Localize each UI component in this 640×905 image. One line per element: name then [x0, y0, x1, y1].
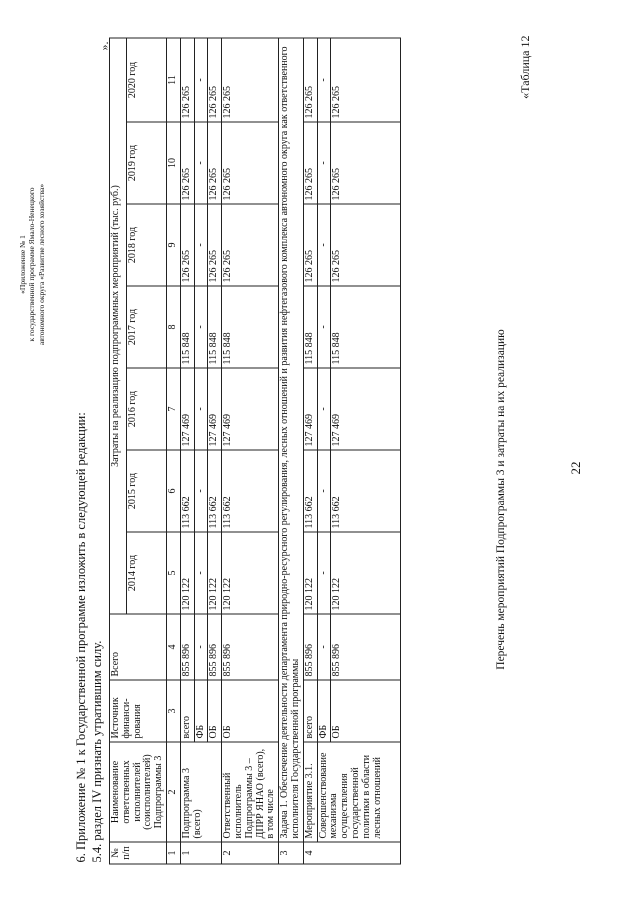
source-cell: всего — [180, 680, 194, 742]
value-cell: - — [194, 450, 208, 532]
header-year: 2014 год — [126, 532, 166, 614]
value-cell: - — [194, 286, 208, 368]
value-cell: 126 265 — [208, 122, 222, 204]
value-cell: 126 265 — [303, 38, 317, 122]
value-cell: - — [317, 614, 331, 680]
value-cell: 126 265 — [208, 38, 222, 122]
header-name: Наименование ответственных исполнителей (соисполнителей) Подпрограммы 3 — [110, 742, 167, 842]
col-number: 2 — [166, 742, 180, 842]
value-cell: 126 265 — [180, 38, 194, 122]
value-cell: - — [317, 532, 331, 614]
appendix-line: к государственной программе Ямало-Ненецкого — [27, 187, 37, 342]
col-number: 10 — [166, 122, 180, 204]
source-cell: ФБ — [194, 680, 208, 742]
value-cell: 126 265 — [303, 204, 317, 286]
value-cell: 126 265 — [208, 204, 222, 286]
appendix-line: «Приложение № 1 — [18, 235, 27, 294]
value-cell: - — [194, 122, 208, 204]
col-number: 4 — [166, 614, 180, 680]
value-cell: 126 265 — [331, 38, 401, 122]
table-row — [194, 38, 208, 864]
value-cell: 855 896 — [303, 614, 317, 680]
value-cell: 120 122 — [303, 532, 317, 614]
value-cell: - — [317, 450, 331, 532]
table-label: «Таблица 12 — [518, 35, 532, 99]
value-cell: 126 265 — [331, 204, 401, 286]
value-cell: 115 848 — [208, 286, 222, 368]
costs-table — [109, 37, 401, 864]
value-cell: 126 265 — [180, 122, 194, 204]
header-year: 2020 год — [126, 38, 166, 122]
row-number: 2 — [222, 842, 279, 864]
value-cell: 120 122 — [180, 532, 194, 614]
value-cell: - — [194, 614, 208, 680]
table-row — [180, 38, 194, 864]
paragraph-5-4: 5.4. раздел IV признать утратившим силу. — [90, 640, 104, 863]
value-cell: 855 896 — [331, 614, 401, 680]
page-number: 22 — [568, 461, 583, 475]
table-row — [331, 38, 401, 864]
value-cell: 115 848 — [222, 286, 279, 368]
header-num: № п/п — [110, 842, 167, 864]
value-cell: 127 469 — [331, 368, 401, 450]
value-cell: 126 265 — [331, 122, 401, 204]
value-cell: 115 848 — [303, 286, 317, 368]
table-row — [208, 38, 222, 864]
row-number: 1 — [180, 842, 221, 864]
value-cell: 127 469 — [208, 368, 222, 450]
value-cell: 113 662 — [208, 450, 222, 532]
col-number: 3 — [166, 680, 180, 742]
col-number: 7 — [166, 368, 180, 450]
value-cell: 126 265 — [303, 122, 317, 204]
appendix-line: автономного округа «Развитие лесного хозяйства» — [36, 183, 46, 346]
value-cell: 113 662 — [180, 450, 194, 532]
value-cell: - — [317, 286, 331, 368]
value-cell: - — [317, 204, 331, 286]
table-title: Перечень мероприятий Подпрограммы 3 и затраты на их реализацию — [495, 329, 507, 670]
paragraph-6: 6. Приложение № 1 к Государственной программе изложить в следующей редакции: — [74, 412, 88, 863]
value-cell: 113 662 — [222, 450, 279, 532]
value-cell: - — [317, 122, 331, 204]
header-year: 2018 год — [126, 204, 166, 286]
col-number: 1 — [166, 842, 180, 864]
task-row — [279, 38, 304, 864]
value-cell: 120 122 — [222, 532, 279, 614]
value-cell: 126 265 — [222, 204, 279, 286]
value-cell: 126 265 — [222, 122, 279, 204]
row-name-detail: Совершенствование механизма осуществления государственной политики в области лесных отношений — [317, 742, 401, 842]
value-cell: - — [194, 38, 208, 122]
row-name: Мероприятие 3.1. — [303, 742, 317, 842]
col-number: 5 — [166, 532, 180, 614]
source-cell: ОБ — [331, 680, 401, 742]
value-cell: 127 469 — [180, 368, 194, 450]
value-cell: 855 896 — [208, 614, 222, 680]
value-cell: 120 122 — [208, 532, 222, 614]
col-number: 11 — [166, 38, 180, 122]
value-cell: 855 896 — [180, 614, 194, 680]
header-source: Источник финанси-рования — [110, 680, 167, 742]
value-cell: 126 265 — [180, 204, 194, 286]
value-cell: 120 122 — [331, 532, 401, 614]
header-year: 2019 год — [126, 122, 166, 204]
row-name: Подпрограмма 3 (всего) — [180, 742, 221, 842]
table-row — [317, 38, 331, 864]
header-year: 2015 год — [126, 450, 166, 532]
table-closing-quote: ». — [97, 41, 111, 51]
value-cell: - — [317, 368, 331, 450]
source-cell: ОБ — [222, 680, 279, 742]
header-year: 2017 год — [126, 286, 166, 368]
col-number: 6 — [166, 450, 180, 532]
col-number: 9 — [166, 204, 180, 286]
task-text: Задача 1. Обеспечение деятельности департамента природно-ресурсного регулирования, лесных отношений и развития нефтегазового комплекса автономного округа как ответственного исполнителя Государственной программы — [279, 38, 304, 842]
value-cell: 855 896 — [222, 614, 279, 680]
header-costs: Затраты на реализацию подпрограммных мероприятий (тыс. руб.) — [110, 38, 127, 614]
value-cell: - — [194, 368, 208, 450]
value-cell: - — [317, 38, 331, 122]
value-cell: 127 469 — [222, 368, 279, 450]
row-number: 4 — [303, 842, 401, 864]
value-cell: 113 662 — [303, 450, 317, 532]
value-cell: 115 848 — [180, 286, 194, 368]
table-row — [222, 38, 279, 864]
header-total: Всего — [110, 614, 167, 680]
row-name: Ответственный исполнитель Подпрограммы 3 – ДПРР ЯНАО (всего), в том числе — [222, 742, 279, 842]
col-number: 8 — [166, 286, 180, 368]
header-year: 2016 год — [126, 368, 166, 450]
value-cell: - — [194, 204, 208, 286]
value-cell: 127 469 — [303, 368, 317, 450]
value-cell: 115 848 — [331, 286, 401, 368]
appendix-header — [18, 105, 46, 425]
value-cell: 126 265 — [222, 38, 279, 122]
source-cell: ОБ — [208, 680, 222, 742]
value-cell: 113 662 — [331, 450, 401, 532]
source-cell: ФБ — [317, 680, 331, 742]
value-cell: - — [194, 532, 208, 614]
column-number-row — [166, 38, 180, 864]
table-row — [303, 38, 317, 864]
row-number: 3 — [279, 842, 304, 864]
source-cell: всего — [303, 680, 317, 742]
